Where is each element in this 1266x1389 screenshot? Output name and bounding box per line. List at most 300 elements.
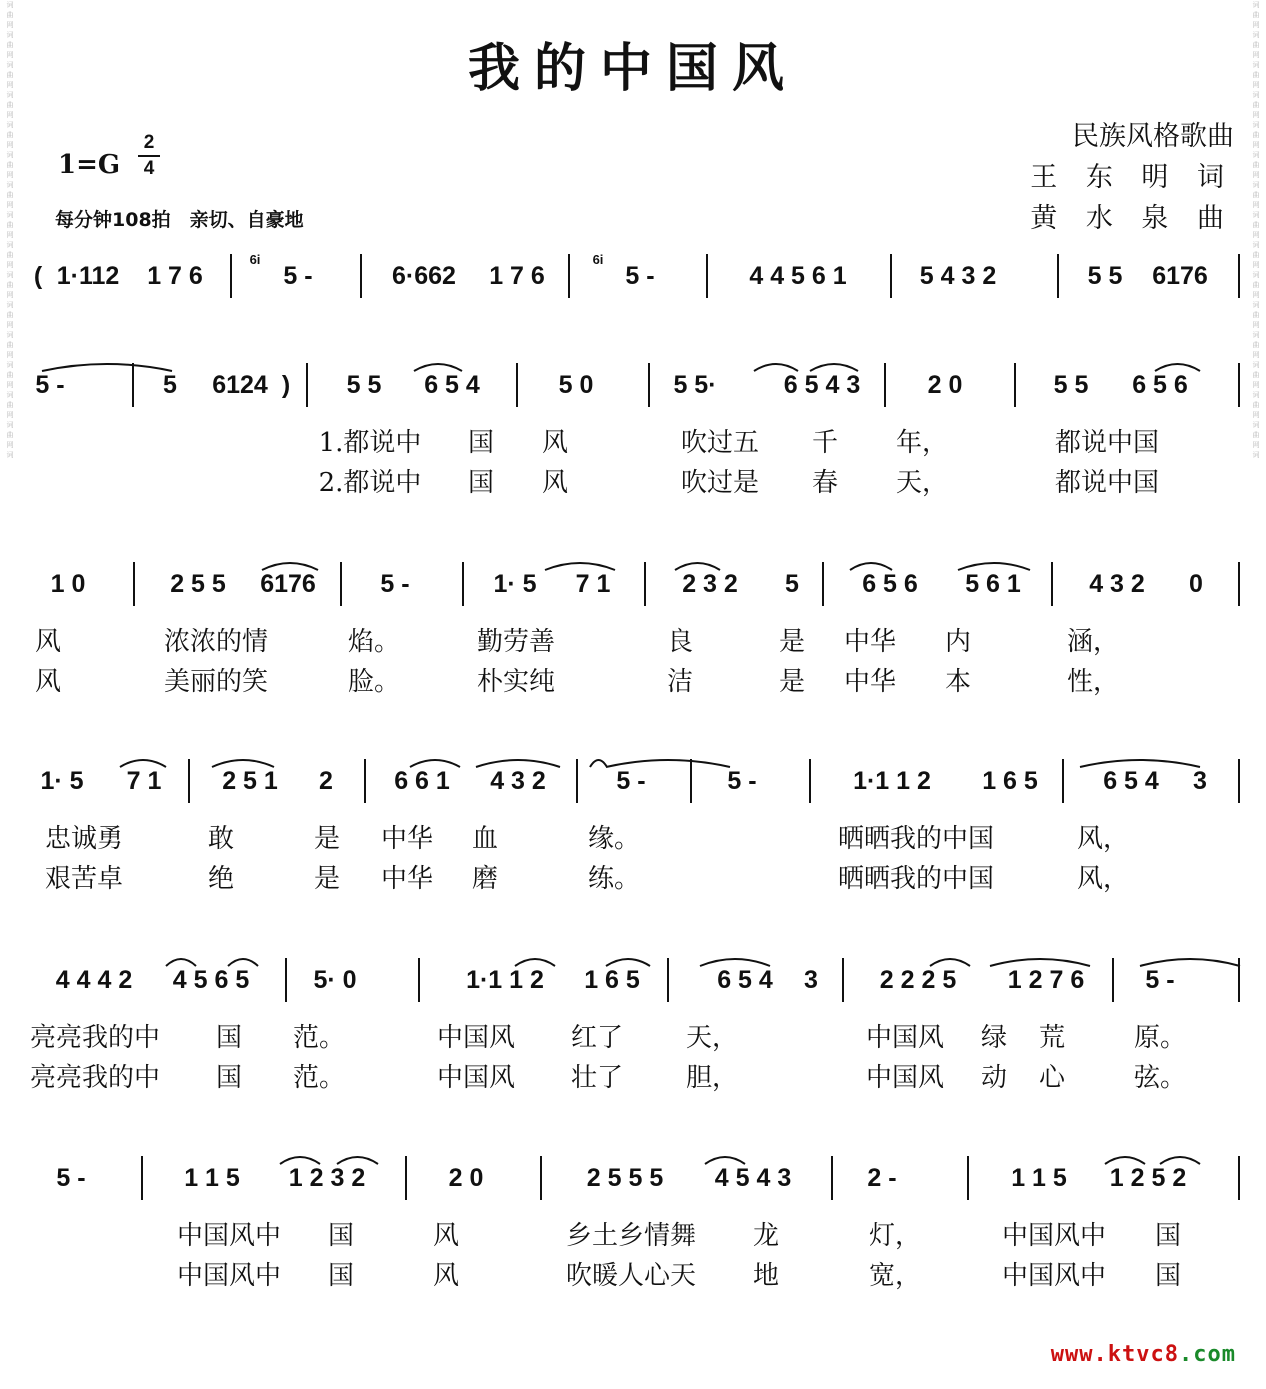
note-group: 5 - <box>727 767 757 795</box>
note-group: 2 2 2 5 <box>879 966 957 994</box>
note-group: 1 2 3 2 <box>288 1164 366 1192</box>
time-signature-bar <box>138 155 160 157</box>
lyric-syllable: 风， <box>1076 864 1130 894</box>
watermark-glyph: 网 <box>6 291 14 299</box>
barline <box>706 254 708 298</box>
note-group: 2 <box>319 767 333 795</box>
lyric-syllable: 性， <box>1066 667 1120 697</box>
lyric-row-verse1 <box>0 313 1266 347</box>
barline <box>141 1156 143 1200</box>
watermark-glyph: 曲 <box>1252 371 1260 379</box>
note-group: 4 5 4 3 <box>714 1164 792 1192</box>
watermark-glyph: 词 <box>6 361 14 369</box>
watermark-glyph: 词 <box>6 421 14 429</box>
note-group: 6124 <box>212 371 268 399</box>
note-group: 2 5 5 <box>170 570 226 598</box>
lyric-syllable: 晒晒我的中国 <box>837 864 995 894</box>
watermark-glyph: 词 <box>6 331 14 339</box>
watermark-glyph: 网 <box>6 81 14 89</box>
barline <box>340 562 342 606</box>
note-group: ( <box>33 262 43 290</box>
watermark-glyph: 网 <box>6 201 14 209</box>
lyric-syllable: 弦。 <box>1133 1063 1187 1093</box>
time-signature-bottom: 4 <box>143 158 155 179</box>
system-2 <box>0 355 1266 545</box>
barline <box>884 363 886 407</box>
watermark-glyph: 网 <box>6 351 14 359</box>
barline <box>285 958 287 1002</box>
watermark-glyph: 词 <box>1252 1 1260 9</box>
lyric-syllable: 国 <box>327 1261 355 1291</box>
watermark-glyph: 网 <box>1252 441 1260 449</box>
note-group: 5 <box>163 371 177 399</box>
lyric-syllable: 范。 <box>292 1023 346 1053</box>
watermark-glyph: 曲 <box>6 251 14 259</box>
note-group: 6 6 1 <box>394 767 450 795</box>
credit-composer: 黄 水 泉 曲 <box>1030 203 1234 234</box>
lyric-row-verse2 <box>0 1057 1266 1091</box>
note-group: 1 0 <box>50 570 86 598</box>
lyric-syllable: 年， <box>895 428 949 458</box>
lyric-syllable: 原。 <box>1133 1023 1187 1053</box>
lyric-syllable: 焰。 <box>347 627 401 657</box>
lyric-syllable: 脸。 <box>347 667 401 697</box>
barline <box>644 562 646 606</box>
barline <box>967 1156 969 1200</box>
barline <box>133 562 135 606</box>
watermark-glyph: 网 <box>6 321 14 329</box>
barline <box>132 363 134 407</box>
notation-row <box>0 751 1266 807</box>
watermark-glyph: 词 <box>1252 121 1260 129</box>
system-5 <box>0 950 1266 1140</box>
watermark-glyph: 词 <box>6 241 14 249</box>
note-group: 2 5 1 <box>222 767 278 795</box>
watermark-glyph: 词 <box>1252 91 1260 99</box>
watermark-glyph: 词 <box>6 211 14 219</box>
system-3 <box>0 554 1266 744</box>
note-group: 5 - <box>56 1164 86 1192</box>
note-group: 1 7 6 <box>147 262 203 290</box>
watermark-glyph: 曲 <box>1252 221 1260 229</box>
credits <box>1030 116 1234 239</box>
note-group: 5 - <box>283 262 313 290</box>
note-group: 5 <box>785 570 799 598</box>
watermark-glyph: 网 <box>1252 291 1260 299</box>
barline <box>405 1156 407 1200</box>
lyric-syllable: 绿 <box>980 1023 1008 1053</box>
barline <box>540 1156 542 1200</box>
site-url-prefix: www. <box>1050 1342 1108 1367</box>
barline <box>809 759 811 803</box>
watermark-glyph: 网 <box>6 51 14 59</box>
site-url-domain: ktvc8 <box>1107 1342 1180 1367</box>
time-signature-top: 2 <box>143 132 155 153</box>
barline <box>230 254 232 298</box>
watermark-glyph: 词 <box>1252 391 1260 399</box>
barline <box>568 254 570 298</box>
barline <box>890 254 892 298</box>
barline <box>831 1156 833 1200</box>
lyric-row-verse2 <box>0 1255 1266 1289</box>
system-6 <box>0 1148 1266 1338</box>
lyric-syllable: 壮了 <box>570 1063 624 1093</box>
barline <box>1112 958 1114 1002</box>
lyric-syllable: 中国风中 <box>176 1261 282 1291</box>
note-group: 6i <box>249 252 261 267</box>
note-group: 5 - <box>380 570 410 598</box>
watermark-glyph: 曲 <box>6 401 14 409</box>
lyric-syllable: 敢 <box>207 824 235 854</box>
barline <box>1062 759 1064 803</box>
lyric-syllable: 风 <box>541 428 569 458</box>
note-group: 4 5 6 5 <box>172 966 250 994</box>
watermark-glyph: 词 <box>6 271 14 279</box>
lyric-syllable: 洁 <box>666 667 694 697</box>
watermark-glyph: 网 <box>1252 411 1260 419</box>
note-group: 6 5 4 <box>424 371 480 399</box>
barline <box>364 759 366 803</box>
watermark-glyph: 词 <box>1252 451 1260 459</box>
note-group: 6176 <box>260 570 316 598</box>
barline <box>462 562 464 606</box>
lyric-syllable: 龙 <box>752 1221 780 1251</box>
notation-row <box>0 246 1266 302</box>
barline <box>1238 562 1240 606</box>
note-group: ) <box>281 371 291 399</box>
watermark-glyph: 网 <box>1252 21 1260 29</box>
watermark-glyph: 词 <box>6 301 14 309</box>
note-group: 2 0 <box>448 1164 484 1192</box>
note-group: 6 5 6 <box>1132 371 1188 399</box>
lyric-row-verse1 <box>0 422 1266 456</box>
watermark-glyph: 词 <box>6 61 14 69</box>
barline <box>1014 363 1016 407</box>
lyric-row-verse1 <box>0 818 1266 852</box>
time-signature <box>138 132 160 180</box>
watermark-glyph: 词 <box>1252 31 1260 39</box>
barline <box>418 958 420 1002</box>
note-group: 2 3 2 <box>682 570 738 598</box>
note-group: 4 3 2 <box>490 767 546 795</box>
note-group: 1 6 5 <box>982 767 1038 795</box>
watermark-glyph: 词 <box>1252 421 1260 429</box>
barline <box>360 254 362 298</box>
notation-row <box>0 950 1266 1006</box>
barline <box>1238 759 1240 803</box>
watermark-glyph: 网 <box>6 141 14 149</box>
lyric-syllable: 磨 <box>471 864 499 894</box>
lyric-syllable: 是 <box>778 627 806 657</box>
watermark-glyph: 曲 <box>1252 191 1260 199</box>
system-4 <box>0 751 1266 941</box>
lyric-syllable: 宽， <box>868 1261 922 1291</box>
note-group: 6·662 <box>392 262 456 290</box>
watermark-glyph: 曲 <box>1252 131 1260 139</box>
lyric-syllable: 中国风 <box>865 1063 945 1093</box>
lyric-syllable: 勤劳善 <box>476 627 556 657</box>
lyric-syllable: 是 <box>313 864 341 894</box>
lyric-syllable: 内 <box>944 627 972 657</box>
note-group: 1 7 6 <box>489 262 545 290</box>
watermark-glyph: 词 <box>1252 301 1260 309</box>
lyric-syllable: 忠诚勇 <box>44 824 124 854</box>
note-group: 6i <box>592 252 604 267</box>
tempo-marking: 每分钟108拍 亲切、自豪地 <box>55 209 304 231</box>
lyric-syllable: 是 <box>313 824 341 854</box>
lyric-syllable: 都说中国 <box>1054 428 1160 458</box>
watermark-glyph: 词 <box>6 91 14 99</box>
watermark-glyph: 曲 <box>6 161 14 169</box>
notation-row <box>0 355 1266 411</box>
watermark-glyph: 网 <box>6 261 14 269</box>
note-group: 1·1 1 2 <box>466 966 544 994</box>
note-group: 6176 <box>1152 262 1208 290</box>
lyric-syllable: 红了 <box>570 1023 624 1053</box>
note-group: 5 0 <box>558 371 594 399</box>
lyric-syllable: 中国风 <box>436 1023 516 1053</box>
lyric-syllable: 天， <box>685 1023 739 1053</box>
watermark-glyph: 网 <box>1252 111 1260 119</box>
note-group: 1 2 5 2 <box>1109 1164 1187 1192</box>
lyric-syllable: 中华 <box>380 864 434 894</box>
barline <box>842 958 844 1002</box>
note-group: 5 - <box>35 371 65 399</box>
site-url-suffix: .com <box>1179 1342 1236 1367</box>
barline <box>1238 254 1240 298</box>
watermark-glyph: 网 <box>1252 231 1260 239</box>
watermark-glyph: 曲 <box>6 431 14 439</box>
lyric-syllable: 中国风中 <box>176 1221 282 1251</box>
lyric-syllable: 2.都说中 <box>318 468 422 498</box>
lyric-syllable: 乡土乡情舞 <box>565 1221 697 1251</box>
lyric-row-verse2 <box>0 661 1266 695</box>
watermark-glyph: 曲 <box>1252 11 1260 19</box>
lyric-syllable: 中华 <box>380 824 434 854</box>
watermark-glyph: 曲 <box>1252 341 1260 349</box>
note-group: 5 4 3 2 <box>919 262 997 290</box>
watermark-glyph: 词 <box>1252 61 1260 69</box>
watermark-glyph: 曲 <box>1252 71 1260 79</box>
notation-row <box>0 1148 1266 1204</box>
barline <box>1238 1156 1240 1200</box>
barline <box>516 363 518 407</box>
note-group: 7 1 <box>126 767 162 795</box>
barline <box>1057 254 1059 298</box>
note-group: 4 4 4 2 <box>55 966 133 994</box>
watermark-glyph: 网 <box>1252 261 1260 269</box>
note-group: 5 6 1 <box>965 570 1021 598</box>
note-group: 2 - <box>867 1164 897 1192</box>
watermark-glyph: 词 <box>6 1 14 9</box>
watermark-glyph: 曲 <box>1252 251 1260 259</box>
lyric-syllable: 风 <box>34 627 62 657</box>
watermark-glyph: 词 <box>1252 331 1260 339</box>
watermark-glyph: 网 <box>6 231 14 239</box>
lyric-syllable: 风 <box>34 667 62 697</box>
watermark-glyph: 曲 <box>6 131 14 139</box>
note-group: 1 6 5 <box>584 966 640 994</box>
note-group: 5 - <box>1145 966 1175 994</box>
watermark-glyph: 词 <box>1252 271 1260 279</box>
watermark-glyph: 曲 <box>1252 431 1260 439</box>
watermark-glyph: 词 <box>6 181 14 189</box>
watermark-glyph: 曲 <box>6 341 14 349</box>
note-group: 6 5 4 3 <box>783 371 861 399</box>
lyric-syllable: 国 <box>215 1023 243 1053</box>
notation-row <box>0 554 1266 610</box>
watermark-glyph: 曲 <box>6 281 14 289</box>
watermark-glyph: 曲 <box>1252 311 1260 319</box>
note-group: 1·1 1 2 <box>853 767 931 795</box>
barline <box>188 759 190 803</box>
watermark-glyph: 词 <box>6 451 14 459</box>
lyric-syllable: 绝 <box>207 864 235 894</box>
watermark-glyph: 曲 <box>6 191 14 199</box>
lyric-syllable: 荒 <box>1038 1023 1066 1053</box>
note-group: 5 - <box>625 262 655 290</box>
lyric-syllable: 中国风 <box>865 1023 945 1053</box>
lyric-syllable: 中国风中 <box>1001 1221 1107 1251</box>
note-group: 5 5 <box>346 371 382 399</box>
lyric-syllable: 春 <box>811 468 839 498</box>
lyric-syllable: 缘。 <box>587 824 641 854</box>
lyric-syllable: 心 <box>1038 1063 1066 1093</box>
watermark-glyph: 词 <box>6 391 14 399</box>
note-group: 6 5 4 <box>717 966 773 994</box>
watermark-glyph: 曲 <box>6 371 14 379</box>
lyric-syllable: 动 <box>980 1063 1008 1093</box>
watermark-glyph: 词 <box>6 31 14 39</box>
lyric-syllable: 血 <box>471 824 499 854</box>
lyric-syllable: 风 <box>432 1221 460 1251</box>
lyric-syllable: 国 <box>215 1063 243 1093</box>
watermark-glyph: 曲 <box>6 41 14 49</box>
barline <box>576 759 578 803</box>
lyric-syllable: 中华 <box>843 667 897 697</box>
note-group: 5· 0 <box>313 966 357 994</box>
lyric-syllable: 涵， <box>1066 627 1120 657</box>
barline <box>690 759 692 803</box>
lyric-syllable: 范。 <box>292 1063 346 1093</box>
note-group: 1 2 7 6 <box>1007 966 1085 994</box>
note-group: 6 5 6 <box>862 570 918 598</box>
lyric-syllable: 国 <box>327 1221 355 1251</box>
lyric-syllable: 吹暖人心天 <box>565 1261 697 1291</box>
watermark-glyph: 曲 <box>6 11 14 19</box>
lyric-syllable: 国 <box>467 428 495 458</box>
watermark-glyph: 词 <box>6 151 14 159</box>
lyric-syllable: 风 <box>432 1261 460 1291</box>
lyric-syllable: 练。 <box>587 864 641 894</box>
credit-style: 民族风格歌曲 <box>1072 121 1234 152</box>
lyric-row-verse1 <box>0 621 1266 655</box>
watermark-glyph: 曲 <box>6 71 14 79</box>
note-group: 1 1 5 <box>184 1164 240 1192</box>
song-title: 我的中国风 <box>467 38 798 99</box>
watermark-glyph: 网 <box>1252 51 1260 59</box>
lyric-syllable: 吹过是 <box>680 468 760 498</box>
lyric-syllable: 朴实纯 <box>476 667 556 697</box>
lyric-syllable: 国 <box>1154 1221 1182 1251</box>
note-group: 3 <box>1193 767 1207 795</box>
watermark-glyph: 曲 <box>6 221 14 229</box>
lyric-row-verse1 <box>0 1215 1266 1249</box>
lyric-syllable: 亮亮我的中 <box>29 1063 161 1093</box>
note-group: 0 <box>1189 570 1203 598</box>
note-group: 5 - <box>616 767 646 795</box>
credit-lyricist: 王 东 明 词 <box>1030 162 1234 193</box>
note-group: 2 0 <box>927 371 963 399</box>
note-group: 5 5· <box>673 371 717 399</box>
watermark-glyph: 曲 <box>6 101 14 109</box>
lyric-syllable: 中华 <box>843 627 897 657</box>
note-group: 5 5 <box>1053 371 1089 399</box>
watermark-glyph: 曲 <box>1252 281 1260 289</box>
lyric-syllable: 浓浓的情 <box>163 627 269 657</box>
note-group: 1 1 5 <box>1011 1164 1067 1192</box>
lyric-syllable: 晒晒我的中国 <box>837 824 995 854</box>
watermark-glyph: 词 <box>6 121 14 129</box>
lyric-syllable: 国 <box>467 468 495 498</box>
note-group: 1·112 <box>56 262 120 290</box>
watermark-glyph: 网 <box>1252 201 1260 209</box>
site-url <box>1051 1342 1236 1367</box>
note-group: 4 3 2 <box>1089 570 1145 598</box>
watermark-glyph: 曲 <box>1252 161 1260 169</box>
watermark-glyph: 曲 <box>1252 41 1260 49</box>
watermark-glyph: 网 <box>6 441 14 449</box>
lyric-syllable: 中国风中 <box>1001 1261 1107 1291</box>
lyric-syllable: 中国风 <box>436 1063 516 1093</box>
watermark-glyph: 网 <box>6 21 14 29</box>
watermark-glyph: 曲 <box>1252 401 1260 409</box>
watermark-glyph: 曲 <box>6 311 14 319</box>
lyric-row-verse1 <box>0 1017 1266 1051</box>
lyric-syllable: 本 <box>944 667 972 697</box>
lyric-syllable: 灯， <box>868 1221 922 1251</box>
watermark-glyph: 网 <box>1252 81 1260 89</box>
note-group: 2 5 5 5 <box>586 1164 664 1192</box>
lyric-syllable: 风， <box>1076 824 1130 854</box>
lyric-row-verse2 <box>0 858 1266 892</box>
lyric-syllable: 天， <box>895 468 949 498</box>
note-group: 3 <box>804 966 818 994</box>
watermark-glyph: 网 <box>1252 381 1260 389</box>
lyric-syllable: 美丽的笑 <box>163 667 269 697</box>
lyric-syllable: 都说中国 <box>1054 468 1160 498</box>
barline <box>1238 958 1240 1002</box>
note-group: 1· 5 <box>493 570 537 598</box>
lyric-syllable: 良 <box>666 627 694 657</box>
lyric-syllable: 胆， <box>685 1063 739 1093</box>
watermark-glyph: 词 <box>1252 181 1260 189</box>
barline <box>667 958 669 1002</box>
note-group: 1· 5 <box>40 767 84 795</box>
watermark-glyph: 网 <box>1252 141 1260 149</box>
lyric-syllable: 是 <box>778 667 806 697</box>
lyric-syllable: 千 <box>811 428 839 458</box>
watermark-glyph: 网 <box>1252 351 1260 359</box>
watermark-glyph: 词 <box>1252 151 1260 159</box>
watermark-glyph: 网 <box>1252 171 1260 179</box>
watermark-glyph: 网 <box>6 111 14 119</box>
watermark-glyph: 词 <box>1252 211 1260 219</box>
barline <box>648 363 650 407</box>
lyric-syllable: 亮亮我的中 <box>29 1023 161 1053</box>
note-group: 6 5 4 <box>1103 767 1159 795</box>
note-group: 4 4 5 6 1 <box>749 262 847 290</box>
